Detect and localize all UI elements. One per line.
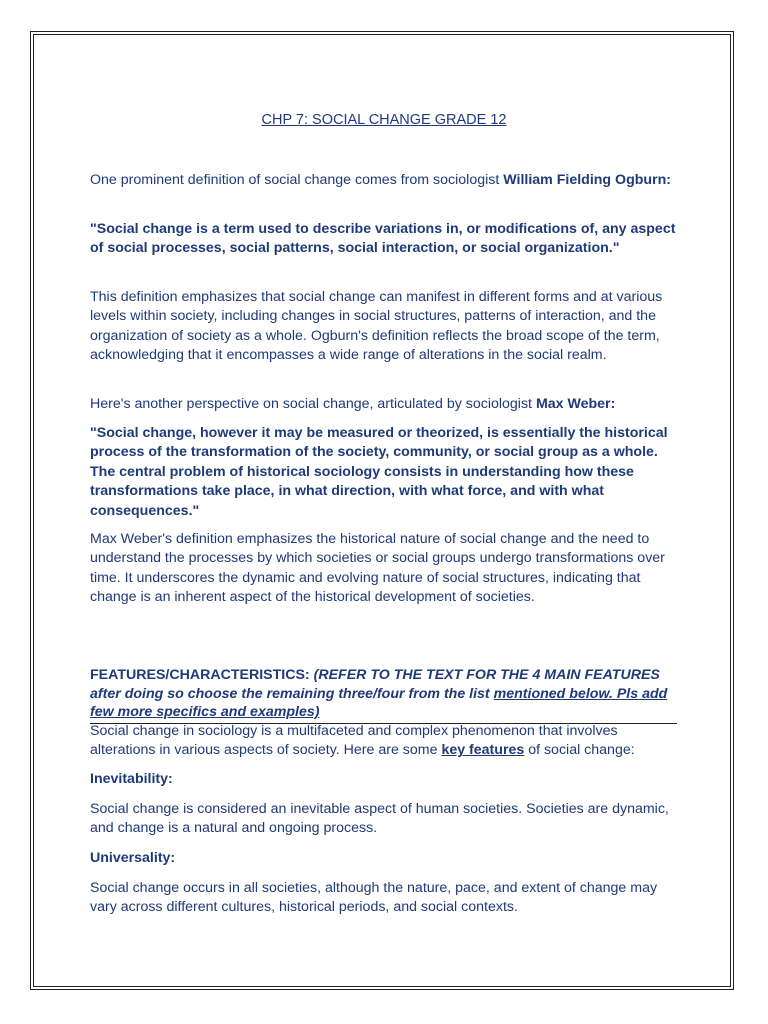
weber-name: Max Weber: bbox=[535, 396, 616, 412]
ogburn-intro-text: One prominent definition of social change comes from sociologist bbox=[90, 172, 504, 188]
features-label: FEATURES/CHARACTERISTICS: bbox=[90, 667, 314, 683]
ogburn-quote: "Social change is a term used to describe variations in, or modifications of, any aspect of social processes, social patterns, social interaction, or social organization." bbox=[90, 221, 676, 257]
features-note-underlined: mentioned below. Pls add few more specifics and examples) bbox=[90, 685, 668, 720]
universality-heading: Universality: bbox=[90, 850, 176, 866]
inevitability-text: Social change is considered an inevitable aspect of human societies. Societies are dynamic, and change is a natural and ongoing process. bbox=[90, 801, 669, 837]
weber-intro bbox=[90, 395, 680, 414]
features-heading bbox=[90, 666, 677, 724]
features-intro-text: Social change in sociology is a multifaceted and complex phenomenon that involves alterations in various aspects of society. Here are some bbox=[90, 723, 618, 759]
features-note: (REFER TO THE TEXT FOR THE 4 MAIN FEATURES after doing so choose the remaining three/four from the list bbox=[90, 667, 660, 702]
features-intro-end: of social change: bbox=[524, 742, 635, 759]
features-intro bbox=[90, 722, 680, 761]
document-title: CHP 7: SOCIAL CHANGE GRADE 12 bbox=[261, 112, 507, 128]
weber-quote: "Social change, however it may be measured or theorized, is essentially the historical process of the transformation of the society, community, or social group as a whole. The central problem of historical sociology consists in understanding how these transformations take place, in what direction, with what force, and with what consequences." bbox=[90, 425, 668, 519]
weber-intro-text: Here's another perspective on social change, articulated by sociologist bbox=[90, 396, 536, 412]
key-features-link[interactable]: key features bbox=[441, 742, 525, 759]
ogburn-name: William Fielding Ogburn: bbox=[503, 172, 671, 188]
ogburn-explanation: This definition emphasizes that social change can manifest in different forms and at various levels within society, including changes in social structures, patterns of interaction, and the organization of society as a whole. Ogburn's definition reflects the broad scope of the term, acknowledging that it encompasses a wide range of alterations in the social realm. bbox=[90, 289, 663, 364]
inevitability-heading: Inevitability: bbox=[90, 771, 173, 787]
ogburn-intro bbox=[90, 171, 680, 190]
universality-text: Social change occurs in all societies, although the nature, pace, and extent of change may vary across different cultures, historical periods, and social contexts. bbox=[90, 880, 658, 916]
weber-explanation: Max Weber's definition emphasizes the historical nature of social change and the need to understand the processes by which societies or social groups undergo transformations over time. It underscores the dynamic and evolving nature of social structures, indicating that change is an inherent aspect of the historical development of societies. bbox=[90, 531, 665, 606]
